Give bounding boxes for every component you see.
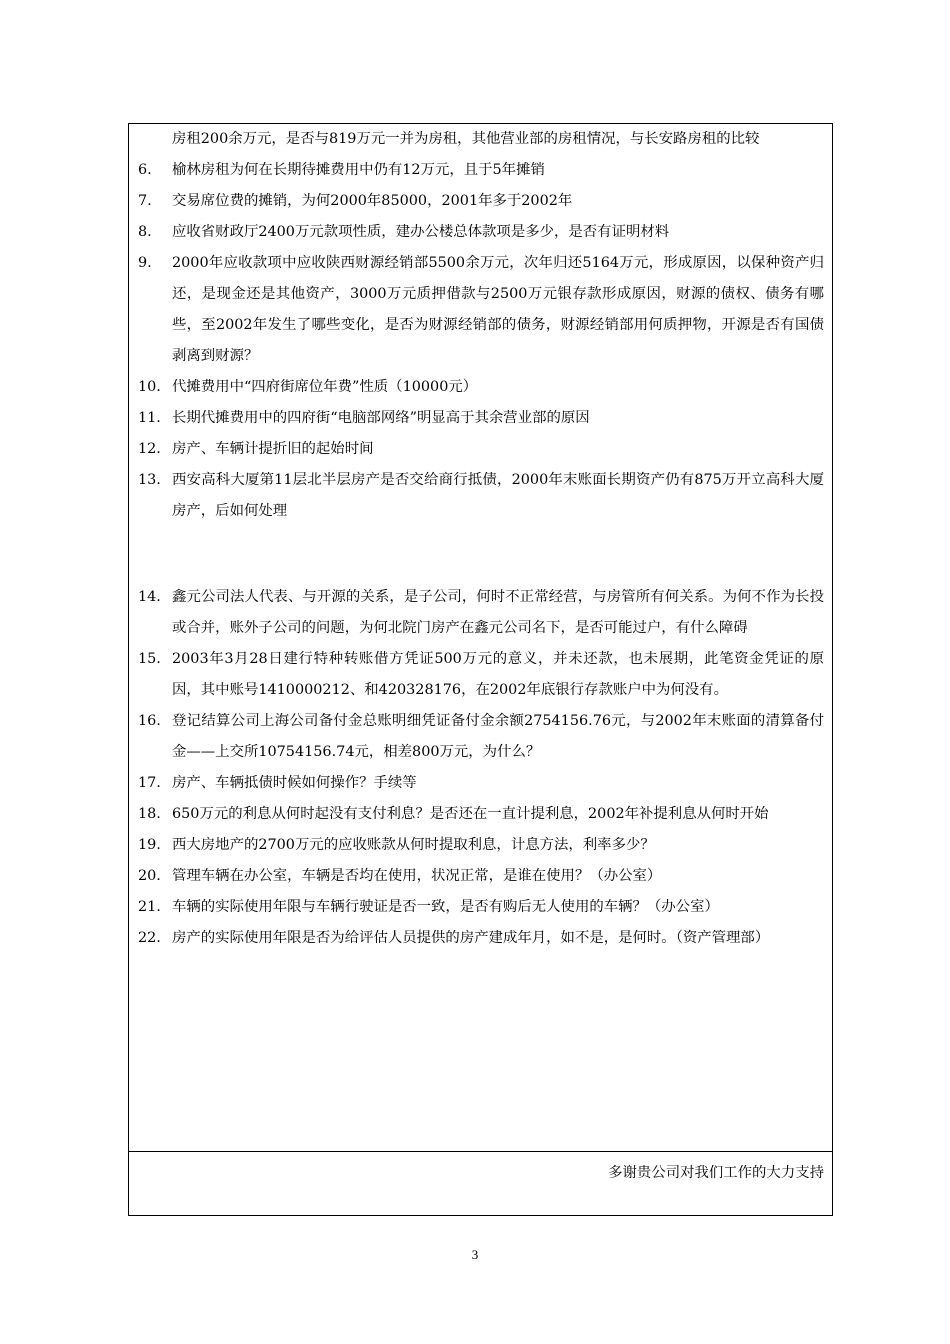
item-text: 代摊费用中“四府街席位年费”性质（10000元） [172,379,478,395]
question-table [128,123,833,1216]
item-number: 11. [138,410,161,426]
closing-remark: 多谢贵公司对我们工作的大力支持 [608,1165,824,1181]
item-number: 9. [138,255,152,271]
item-text: 西安高科大厦第11层北半层房产是否交给商行抵债，2000年末账面长期资产仍有875万开立高科大厦房产，后如何处理 [172,472,824,519]
item-number: 16. [138,713,161,729]
table-divider [129,1151,832,1152]
list-item [129,706,832,768]
list-item [129,644,832,706]
item-number: 18. [138,806,161,822]
item-text: 应收省财政厅2400万元款项性质，建办公楼总体款项是多少，是否有证明材料 [172,224,670,240]
item-number: 10. [138,379,161,395]
item-number: 13. [138,472,161,488]
list-item [129,155,832,186]
item-number: 15. [138,651,161,667]
page-number: 3 [471,1247,479,1262]
list-item [129,248,832,372]
item-number: 22. [138,930,161,946]
item-text: 鑫元公司法人代表、与开源的关系，是子公司，何时不正常经营，与房管所有何关系。为何不作为长投或合并，账外子公司的问题，为何北院门房产在鑫元公司名下，是否可能过户，有什么障碍 [172,589,824,636]
list-item [129,861,832,892]
item-text: 房产、车辆抵债时候如何操作？手续等 [172,775,417,791]
item-text: 650万元的利息从何时起没有支付利息？是否还在一直计提利息，2002年补提利息从何时开始 [172,806,769,822]
item-text: 交易席位费的摊销，为何2000年85000，2001年多于2002年 [172,193,573,209]
question-list [129,124,832,954]
list-item [129,372,832,403]
item-text: 2000年应收款项中应收陕西财源经销部5500余万元，次年归还5164万元，形成原因，以保种资产归还，是现金还是其他资产，3000万元质押借款与2500万元银存款形成原因，财源的债权、债务有哪些，至2002年发生了哪些变化，是否为财源经销部的债务，财源经销部用何质押物，开源是否有国债剥离到财源？ [172,255,824,364]
item-number: 7. [138,193,152,209]
blank-spacer [129,527,832,582]
list-item [129,217,832,248]
item-number: 17. [138,775,161,791]
list-item [129,434,832,465]
list-item [129,892,832,923]
item-text: 长期代摊费用中的四府街“电脑部网络”明显高于其余营业部的原因 [172,410,590,426]
item-text: 车辆的实际使用年限与车辆行驶证是否一致，是否有购后无人使用的车辆？（办公室） [172,899,719,915]
list-item [129,582,832,644]
item-number: 8. [138,224,152,240]
item-text: 榆林房租为何在长期待摊费用中仍有12万元，且于5年摊销 [172,162,545,178]
item-number: 12. [138,441,161,457]
list-item [129,124,832,155]
item-text: 2003年3月28日建行特种转账借方凭证500万元的意义，并未还款，也未展期，此笔资金凭证的原因，其中账号1410000212、和420328176，在2002年底银行存款账户中为何没有。 [172,651,824,698]
item-text: 房产的实际使用年限是否为给评估人员提供的房产建成年月，如不是，是何时。（资产管理部） [172,930,770,946]
list-item [129,465,832,527]
list-item [129,830,832,861]
item-number: 14. [138,589,161,605]
item-number: 6. [138,162,152,178]
item-text: 西大房地产的2700万元的应收账款从何时提取利息，计息方法，利率多少？ [172,837,655,853]
list-item [129,799,832,830]
list-item [129,923,832,954]
item-number: 19. [138,837,161,853]
item-text: 房产、车辆计提折旧的起始时间 [172,441,374,457]
list-item [129,403,832,434]
list-item [129,186,832,217]
item-text: 管理车辆在办公室，车辆是否均在使用，状况正常，是谁在使用？（办公室） [172,868,662,884]
list-item [129,768,832,799]
item-text: 房租200余万元，是否与819万元一并为房租，其他营业部的房租情况，与长安路房租的比较 [172,131,760,147]
item-number: 20. [138,868,161,884]
item-number: 21. [138,899,161,915]
item-text: 登记结算公司上海公司备付金总账明细凭证备付金余额2754156.76元，与2002年末账面的清算备付金——上交所10754156.74元，相差800万元，为什么？ [172,713,824,760]
